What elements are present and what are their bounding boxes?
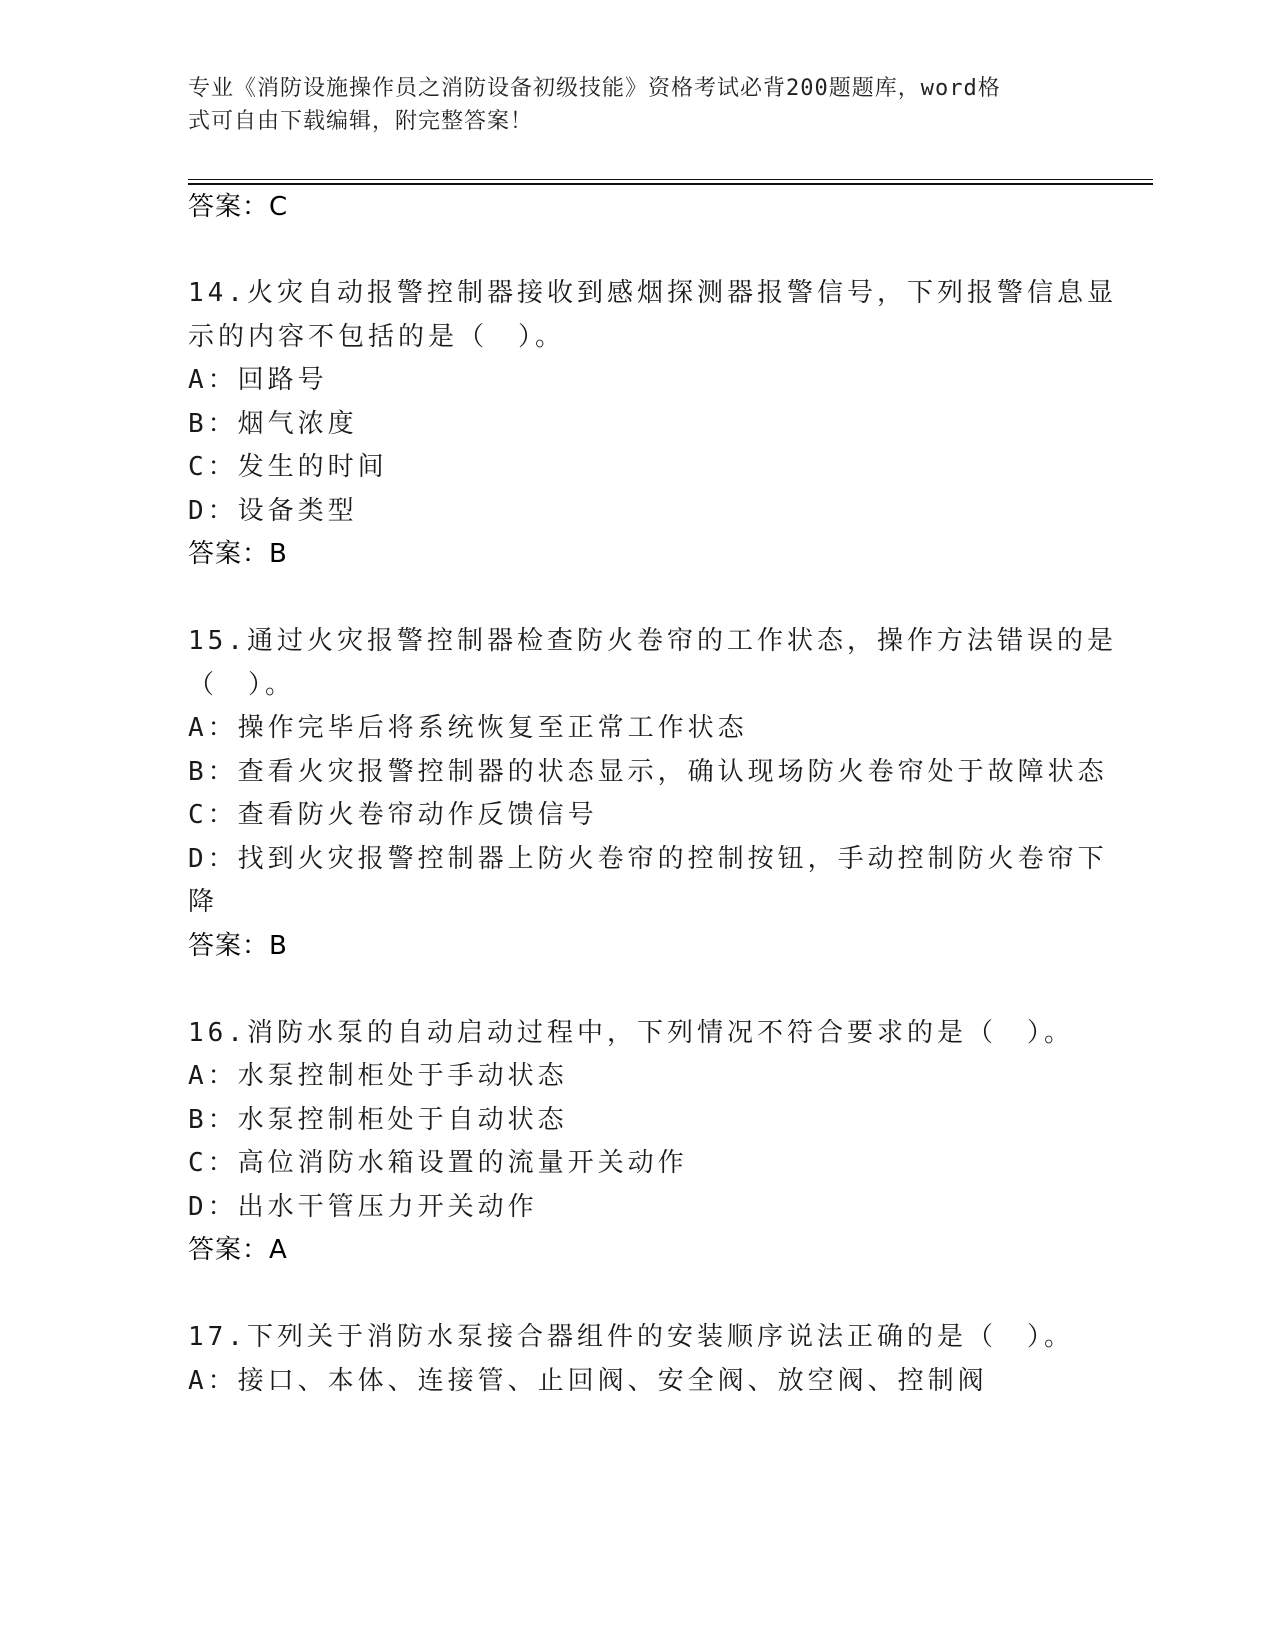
question-14-option-b: B：烟气浓度 bbox=[188, 409, 358, 439]
question-14-answer: 答案：B bbox=[188, 539, 288, 569]
question-16-option-d: D：出水干管压力开关动作 bbox=[188, 1192, 538, 1222]
question-16-option-a: A：水泵控制柜处于手动状态 bbox=[188, 1061, 568, 1091]
document-header bbox=[188, 72, 1088, 138]
question-16-option-c: C：高位消防水箱设置的流量开关动作 bbox=[188, 1148, 688, 1178]
question-15-option-a: A：操作完毕后将系统恢复至正常工作状态 bbox=[188, 713, 748, 743]
question-15-stem-cont: （ ）。 bbox=[188, 670, 296, 700]
question-14-stem: 14.火灾自动报警控制器接收到感烟探测器报警信号，下列报警信息显 bbox=[188, 278, 1117, 308]
question-16-stem: 16.消防水泵的自动启动过程中，下列情况不符合要求的是（ ）。 bbox=[188, 1018, 1074, 1048]
question-16-option-b: B：水泵控制柜处于自动状态 bbox=[188, 1105, 568, 1135]
header-line-1: 专业《消防设施操作员之消防设备初级技能》资格考试必背200题题库，word格 bbox=[188, 76, 1001, 101]
question-15-stem: 15.通过火灾报警控制器检查防火卷帘的工作状态，操作方法错误的是 bbox=[188, 626, 1117, 656]
question-14-option-a: A：回路号 bbox=[188, 365, 328, 395]
question-15-option-b: B：查看火灾报警控制器的状态显示，确认现场防火卷帘处于故障状态 bbox=[188, 757, 1108, 787]
header-divider-thick bbox=[188, 183, 1153, 185]
question-15-option-d-cont: 降 bbox=[188, 887, 219, 917]
question-14-option-c: C：发生的时间 bbox=[188, 452, 388, 482]
question-17-stem: 17.下列关于消防水泵接合器组件的安装顺序说法正确的是（ ）。 bbox=[188, 1322, 1074, 1352]
question-15-option-c: C：查看防火卷帘动作反馈信号 bbox=[188, 800, 598, 830]
question-15-answer: 答案：B bbox=[188, 931, 288, 961]
question-17-option-a: A：接口、本体、连接管、止回阀、安全阀、放空阀、控制阀 bbox=[188, 1366, 988, 1396]
question-16-answer: 答案：A bbox=[188, 1235, 288, 1265]
question-14-stem-cont: 示的内容不包括的是（ ）。 bbox=[188, 322, 566, 352]
header-line-2: 式可自由下载编辑，附完整答案！ bbox=[188, 109, 534, 134]
answer-line: 答案：C bbox=[188, 192, 289, 222]
header-divider-thin bbox=[188, 179, 1153, 180]
question-14-option-d: D：设备类型 bbox=[188, 496, 358, 526]
question-15-option-d: D：找到火灾报警控制器上防火卷帘的控制按钮，手动控制防火卷帘下 bbox=[188, 844, 1108, 874]
